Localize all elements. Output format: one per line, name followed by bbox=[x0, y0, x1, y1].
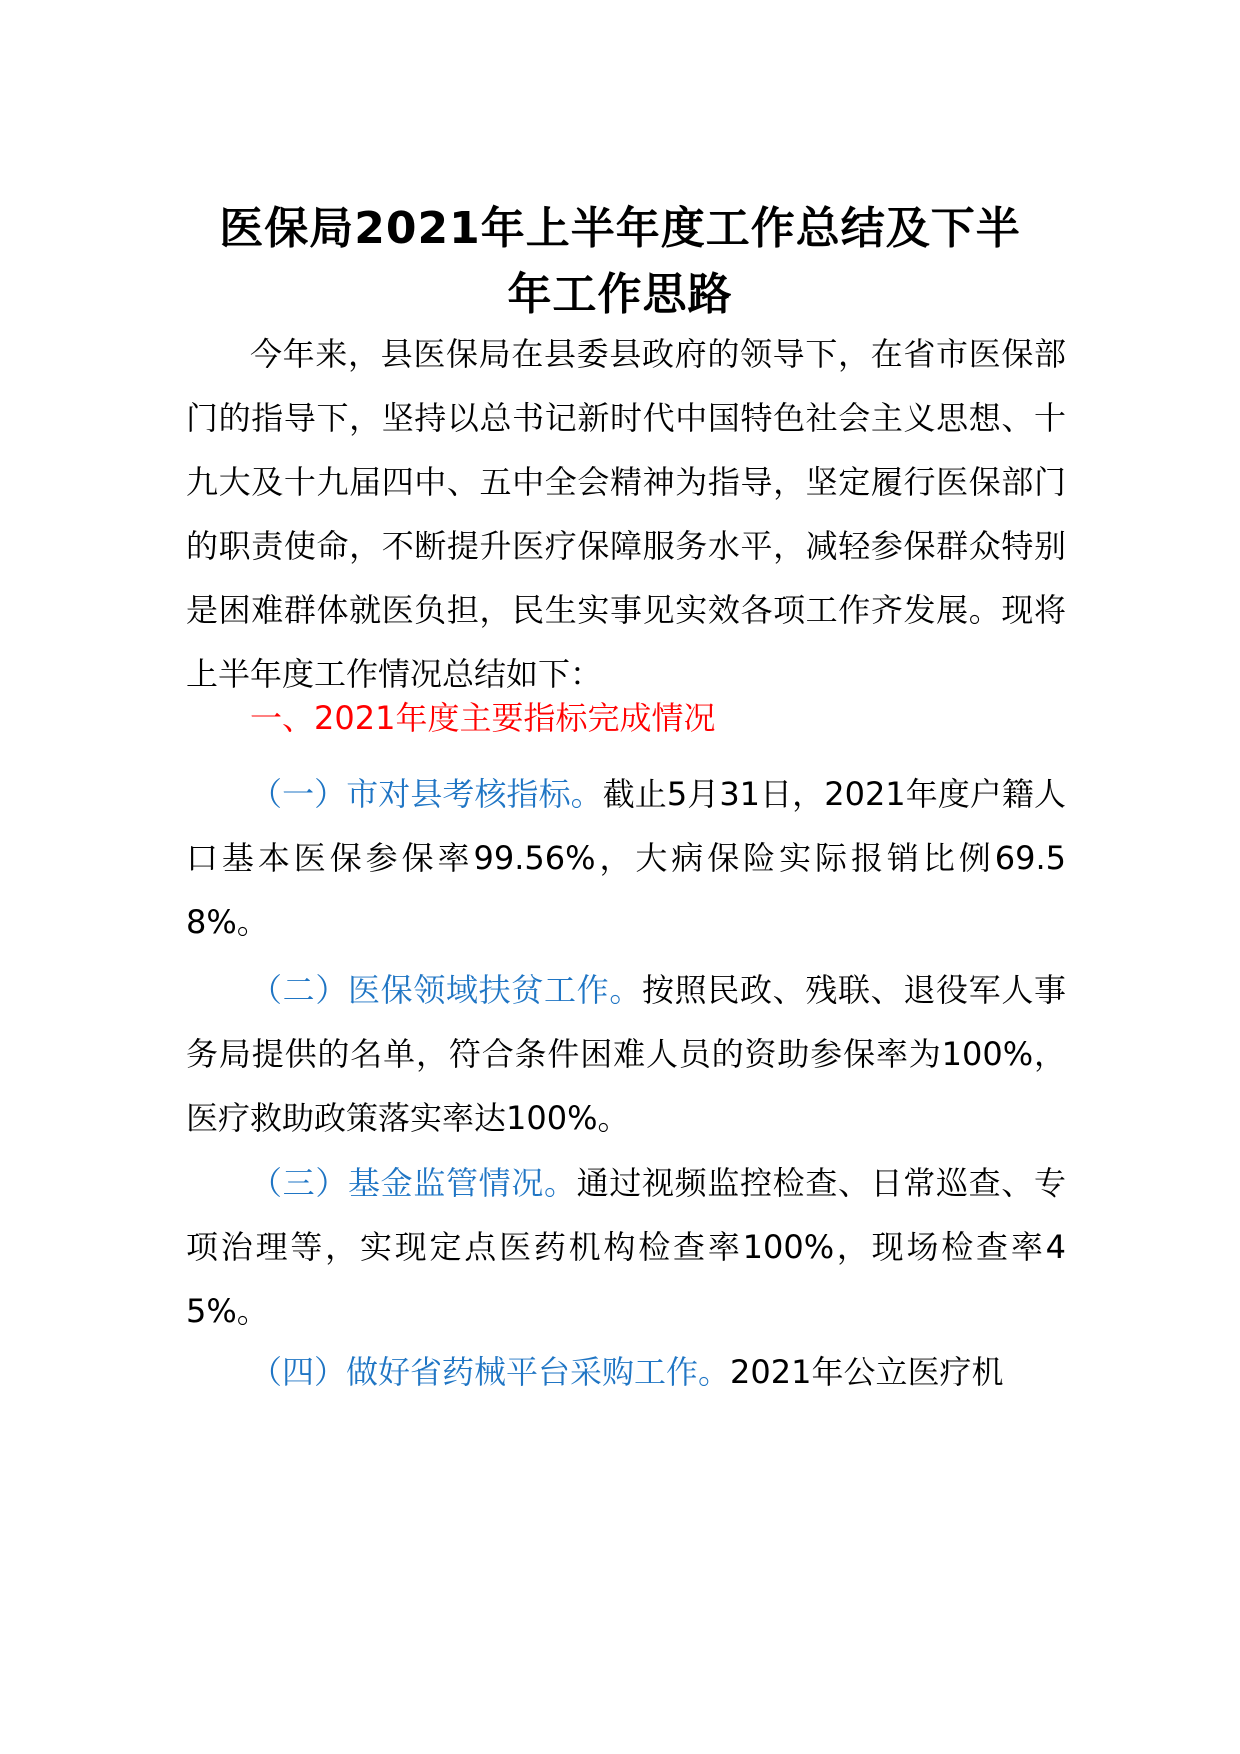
section-heading: 一、2021年度主要指标完成情况 bbox=[250, 699, 716, 737]
item-label-1: （一）市对县考核指标。 bbox=[250, 775, 603, 813]
item-paragraph-2 bbox=[186, 958, 1066, 1150]
title-line-1: 医保局2021年上半年度工作总结及下半 bbox=[219, 203, 1021, 254]
document-title bbox=[150, 196, 1090, 328]
item-paragraph-4 bbox=[186, 1340, 1066, 1404]
item-label-3: （三）基金监管情况。 bbox=[250, 1164, 577, 1202]
item-label-4: （四）做好省药械平台采购工作。 bbox=[250, 1353, 731, 1391]
item-paragraph-1 bbox=[186, 762, 1066, 954]
item-text-2: 按照民政、残联、退役军人事务局提供的名单，符合条件困难人员的资助参保率为100%，医疗救助政策落实率达100%。 bbox=[186, 971, 1066, 1137]
intro-paragraph: 今年来，县医保局在县委县政府的领导下，在省市医保部门的指导下，坚持以总书记新时代中国特色社会主义思想、十九大及十九届四中、五中全会精神为指导，坚定履行医保部门的职责使命，不断提升医疗保障服务水平，减轻参保群众特别是困难群体就医负担，民生实事见实效各项工作齐发展。现将上半年度工作情况总结如下： bbox=[186, 335, 1066, 693]
title-line-2: 年工作思路 bbox=[507, 269, 733, 320]
item-text-4: 2021年公立医疗机 bbox=[730, 1353, 1004, 1391]
item-paragraph-3 bbox=[186, 1151, 1066, 1343]
item-text-1: 截止5月31日，2021年度户籍人口基本医保参保率99.56%，大病保险实际报销比例69.58%。 bbox=[186, 775, 1066, 941]
item-text-3: 通过视频监控检查、日常巡查、专项治理等，实现定点医药机构检查率100%，现场检查率45%。 bbox=[186, 1164, 1066, 1330]
item-label-2: （二）医保领域扶贫工作。 bbox=[250, 971, 642, 1009]
